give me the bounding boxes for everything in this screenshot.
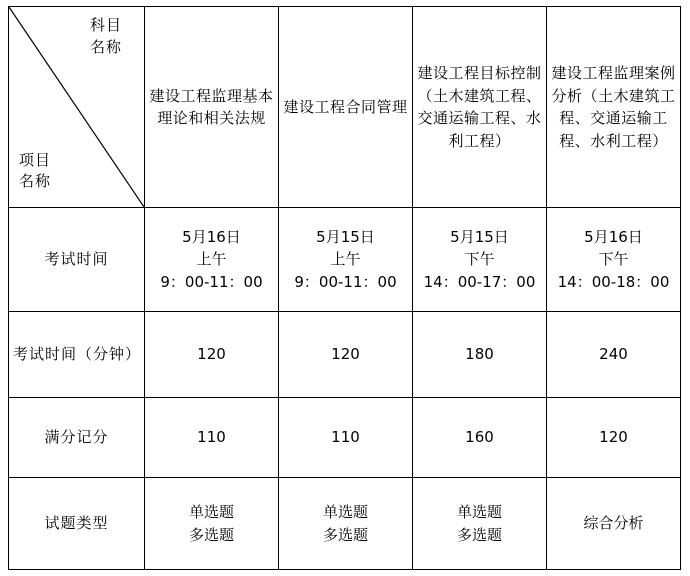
duration-3: 180 xyxy=(413,312,547,398)
exam-schedule-table xyxy=(8,6,681,570)
row-label-exam-time: 考试时间 xyxy=(9,208,145,312)
subject-header-4: 建设工程监理案例分析（土木建筑工程、交通运输工程、水利工程） xyxy=(547,7,681,208)
subject-header-1: 建设工程监理基本理论和相关法规 xyxy=(145,7,279,208)
question-type-4: 综合分析 xyxy=(547,478,681,570)
row-label-full-score: 满分记分 xyxy=(9,398,145,478)
exam-time-1: 5月16日 上午 9：00-11：00 xyxy=(145,208,279,312)
duration-4: 240 xyxy=(547,312,681,398)
exam-time-4: 5月16日 下午 14：00-18：00 xyxy=(547,208,681,312)
full-score-3: 160 xyxy=(413,398,547,478)
table-row xyxy=(9,208,681,312)
question-type-1: 单选题 多选题 xyxy=(145,478,279,570)
full-score-4: 120 xyxy=(547,398,681,478)
table-row xyxy=(9,312,681,398)
full-score-1: 110 xyxy=(145,398,279,478)
duration-1: 120 xyxy=(145,312,279,398)
exam-time-3: 5月15日 下午 14：00-17：00 xyxy=(413,208,547,312)
row-label-duration: 考试时间（分钟） xyxy=(9,312,145,398)
question-type-2: 单选题 多选题 xyxy=(279,478,413,570)
row-label-question-type: 试题类型 xyxy=(9,478,145,570)
diagonal-header-cell xyxy=(9,7,145,208)
table-header-row xyxy=(9,7,681,208)
table-row xyxy=(9,478,681,570)
full-score-2: 110 xyxy=(279,398,413,478)
item-axis-label: 项目名称 xyxy=(19,150,52,191)
exam-time-2: 5月15日 上午 9：00-11：00 xyxy=(279,208,413,312)
subject-header-2: 建设工程合同管理 xyxy=(279,7,413,208)
question-type-3: 单选题 多选题 xyxy=(413,478,547,570)
subject-axis-label: 科目名称 xyxy=(90,16,123,56)
table-row xyxy=(9,398,681,478)
subject-header-3: 建设工程目标控制（土木建筑工程、交通运输工程、水利工程） xyxy=(413,7,547,208)
duration-2: 120 xyxy=(279,312,413,398)
